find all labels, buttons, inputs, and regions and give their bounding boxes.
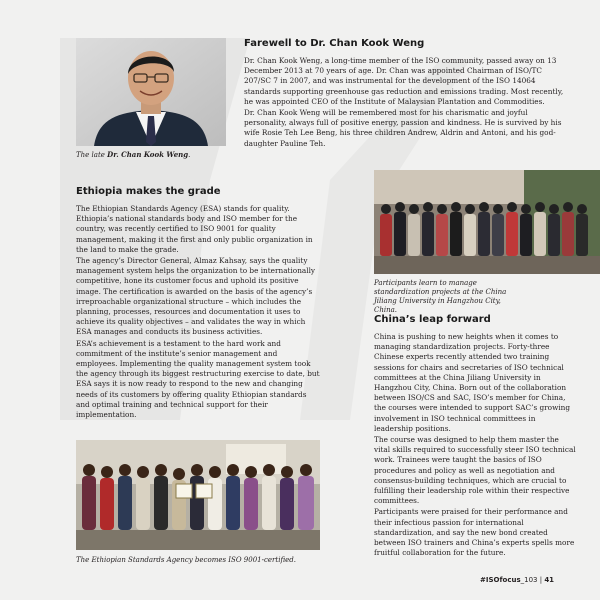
page-number: 41 <box>544 576 555 584</box>
china-caption: Participants learn to manage standardization projects at the China Jiliang University in Hangzhou City, China. <box>374 279 507 314</box>
farewell-paragraph: Dr. Chan Kook Weng will be remembered most for his charismatic and joyful personality, always full of positive energy, passion and kindness. He is survived by his wife Rosie Teh Lee Beng, his three children Andrew, Aldrin and Antoni, and his god-daughter Pauline Teh. <box>244 108 562 148</box>
caption-suffix: . <box>188 151 191 159</box>
ethiopia-body <box>76 204 320 421</box>
farewell-heading: Farewell to Dr. Chan Kook Weng <box>244 38 425 49</box>
footer-separator: | <box>537 576 545 584</box>
china-group-photo <box>374 170 600 274</box>
china-paragraph: Participants were praised for their performance and their infectious passion for international standardization, and say the new bond created between ISO trainers and China’s experts spells more fruitful collaboration for the future. <box>374 507 575 558</box>
ethiopia-paragraph: The agency’s Director General, Almaz Kahsay, says the quality management system helps the organization to be internationally competitive, hone its customer focus and uphold its positive image. The certification is awarded on the basis of the agency’s irreproachable organizational structure – which includes the planning, processes, resources and documentation it uses to achieve its quality objectives – and validates the way in which ESA manages and conducts its business activities. <box>76 256 316 337</box>
china-body <box>374 332 576 559</box>
footer-brand: #ISOfocus <box>480 576 521 584</box>
footer-issue: _103 <box>520 576 538 584</box>
china-paragraph: China is pushing to new heights when it comes to managing standardization projects. Forty-three Chinese experts recently attended two training sessions for chairs and secretaries of ISO technical committees at the China Jiliang University in Hangzhou City, China. Born out of the collaboration between ISO/CS and SAC, ISO’s member for China, the courses were intended to support SAC’s growing involvement in ISO technical committees in leadership positions. <box>374 332 571 433</box>
ethiopia-caption: The Ethiopian Standards Agency becomes ISO 9001-certified. <box>76 556 296 564</box>
portrait-caption <box>76 150 236 160</box>
ethiopia-heading: Ethiopia makes the grade <box>76 186 221 197</box>
caption-name: Dr. Chan Kook Weng <box>107 150 189 159</box>
farewell-body <box>244 56 566 150</box>
caption-prefix: The late <box>76 151 108 159</box>
ethiopia-paragraph: The Ethiopian Standards Agency (ESA) stands for quality. Ethiopia’s national standards body and ISO member for the country, was recently certified to ISO 9001 for quality management, making it the first and only public organization in the land to make the grade. <box>76 204 313 254</box>
portrait-photo-chan-kook-weng <box>76 38 226 146</box>
ethiopia-group-photo <box>76 440 320 550</box>
china-paragraph: The course was designed to help them master the vital skills required to successfully steer ISO technical work. Trainees were taught the basics of ISO procedures and policy as well as negotiation and consensus-building techniques, which are crucial to fulfilling their leadership role within their respective committees. <box>374 435 576 506</box>
ethiopia-paragraph: ESA’s achievement is a testament to the hard work and commitment of the institute’s senior management and employees. Implementing the quality management system took the agency through its biggest restructuring exercise to date, but ESA says it is now ready to respond to the new and changing needs of its customers by offering quality Ethiopian standards and optimal training and technical support for their implementation. <box>76 338 320 420</box>
page-footer <box>480 576 554 584</box>
china-heading: China’s leap forward <box>374 314 491 325</box>
farewell-paragraph: Dr. Chan Kook Weng, a long-time member of the ISO community, passed away on 13 December 2013 at 70 years of age. Dr. Chan was appointed Chairman of ISO/TC 207/SC 7 in 2007, and was instrumental for the development of the ISO 14064 standards supporting greenhouse gas reduction and emissions trading. Most recently, he was appointed CEO of the Institute of Malaysian Plantation and Commodities. <box>244 56 564 106</box>
